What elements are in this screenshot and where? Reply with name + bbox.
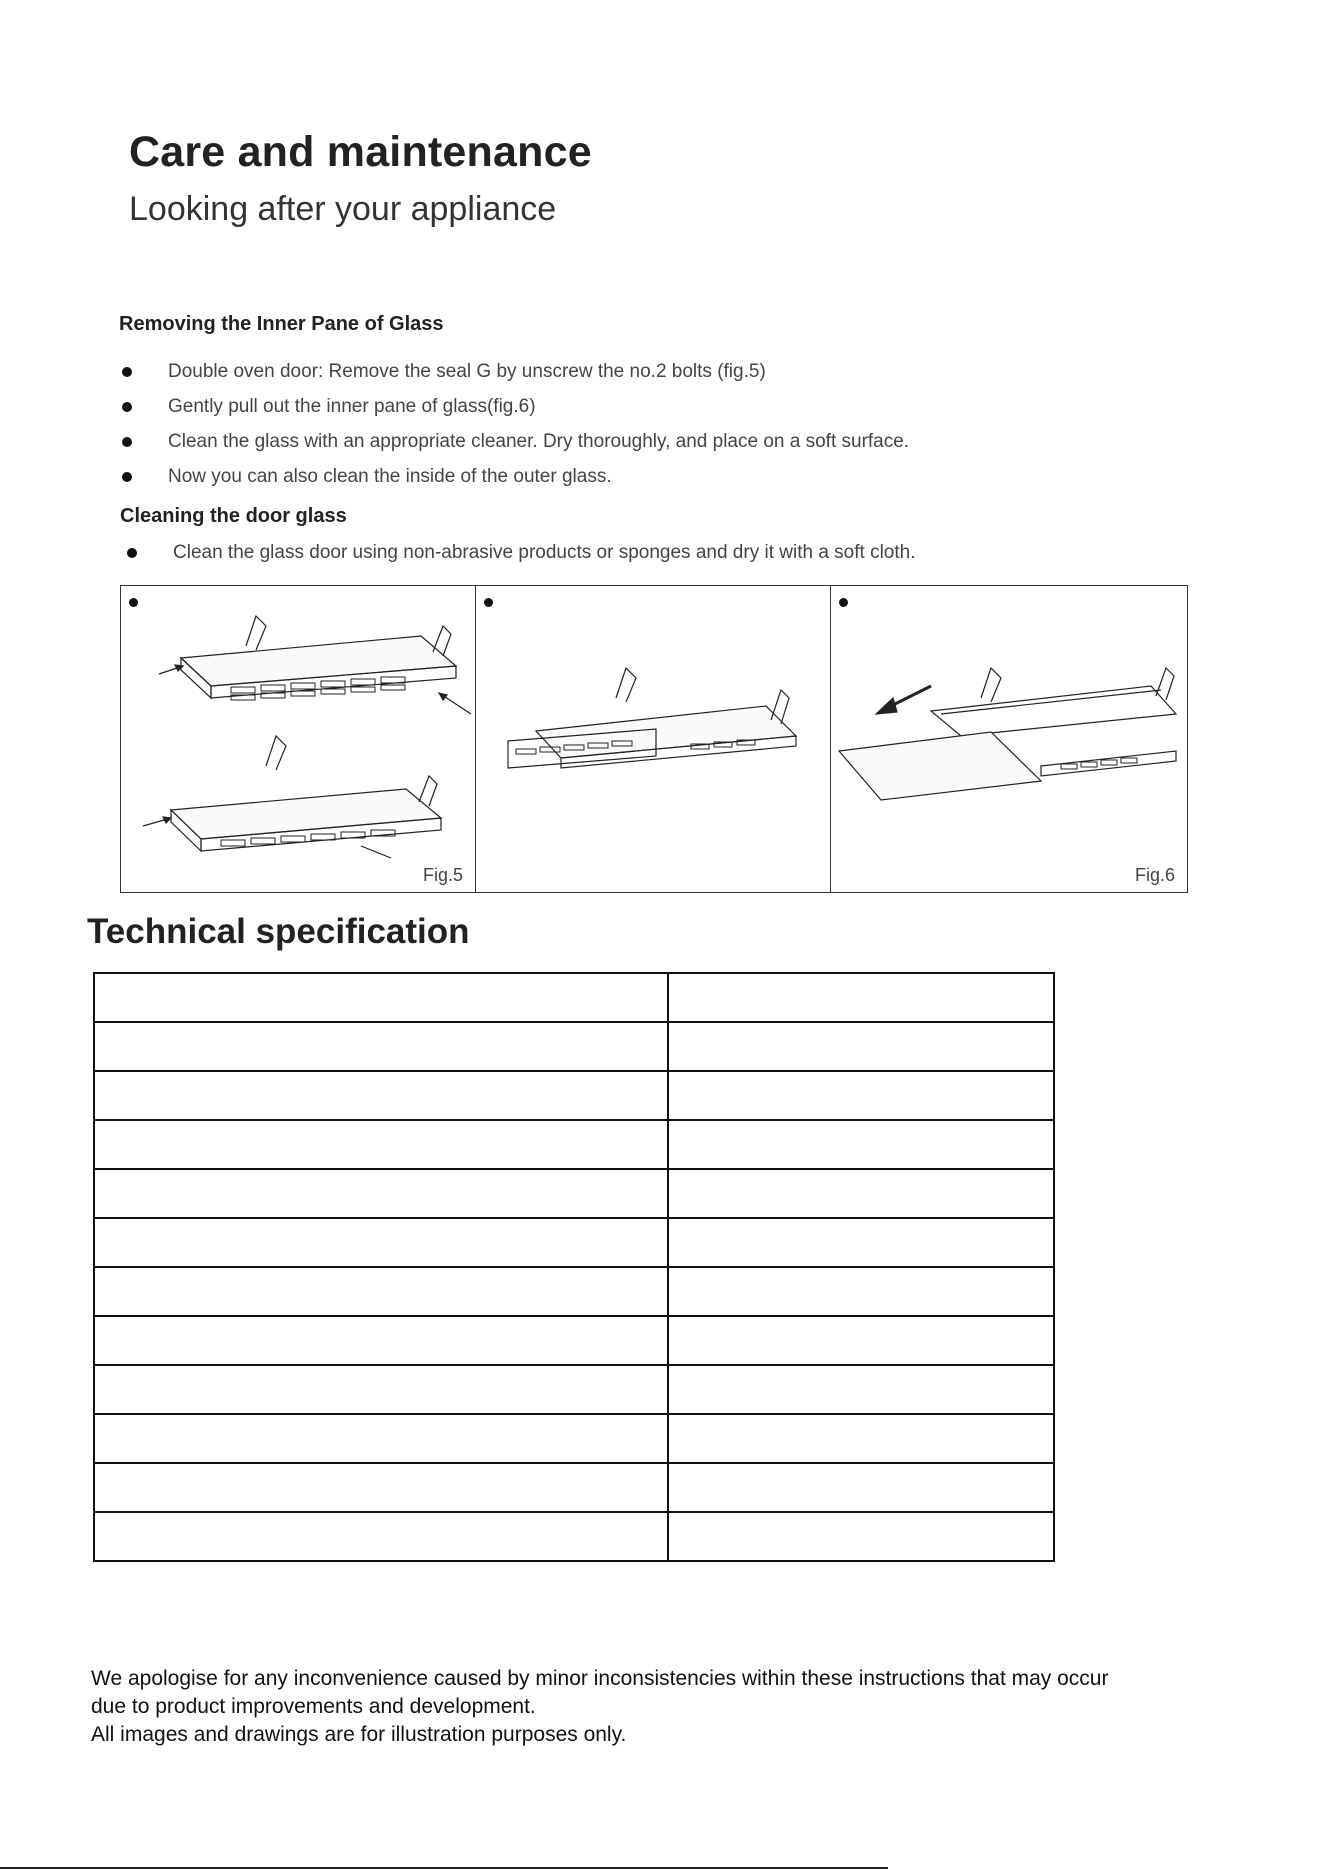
technical-specification-heading: Technical specification	[87, 912, 470, 951]
seal-removed-illustration	[476, 586, 831, 892]
list-item	[119, 354, 909, 389]
table-cell	[94, 1169, 668, 1218]
bullet-icon	[122, 402, 132, 412]
table-row	[94, 1267, 1054, 1316]
bullet-icon	[122, 437, 132, 447]
bullet-icon	[122, 367, 132, 377]
disclaimer-line: due to product improvements and development.	[91, 1695, 536, 1718]
table-cell	[668, 1267, 1054, 1316]
disclaimer-line: We apologise for any inconvenience caused by minor inconsistencies within these instructions that may occur	[91, 1667, 1109, 1690]
table-cell	[94, 1071, 668, 1120]
table-row	[94, 1022, 1054, 1071]
table-cell	[668, 1512, 1054, 1561]
table-row	[94, 1071, 1054, 1120]
table-cell	[668, 1169, 1054, 1218]
figure-panel-fig5	[121, 586, 475, 892]
table-cell	[668, 1218, 1054, 1267]
list-item-text: Double oven door: Remove the seal G by unscrew the no.2 bolts (fig.5)	[168, 361, 766, 382]
table-cell	[668, 1414, 1054, 1463]
table-row	[94, 1365, 1054, 1414]
table-row	[94, 973, 1054, 1022]
fig5-label: Fig.5	[422, 865, 463, 885]
list-item-text: Clean the glass door using non-abrasive products or sponges and dry it with a soft cloth.	[173, 542, 916, 563]
table-row	[94, 1169, 1054, 1218]
table-cell	[94, 1218, 668, 1267]
table-cell	[94, 1120, 668, 1169]
removing-glass-heading: Removing the Inner Pane of Glass	[119, 313, 444, 335]
table-cell	[94, 1414, 668, 1463]
table-row	[94, 1120, 1054, 1169]
table-cell	[668, 1071, 1054, 1120]
removing-glass-list	[119, 354, 909, 494]
table-cell	[94, 973, 668, 1022]
page-subtitle: Looking after your appliance	[129, 190, 557, 228]
page-title: Care and maintenance	[129, 128, 592, 176]
technical-specification-table	[93, 972, 1055, 1562]
list-item	[119, 389, 909, 424]
bullet-icon	[122, 472, 132, 482]
disclaimer-line: All images and drawings are for illustration purposes only.	[91, 1723, 627, 1746]
footer-divider	[0, 1867, 888, 1869]
bullet-icon	[127, 548, 137, 558]
table-cell	[94, 1463, 668, 1512]
list-item	[119, 459, 909, 494]
list-item-text: Gently pull out the inner pane of glass(fig.6)	[168, 396, 536, 417]
table-cell	[94, 1512, 668, 1561]
figure-panel-fig6	[830, 586, 1187, 892]
table-cell	[668, 973, 1054, 1022]
table-cell	[94, 1365, 668, 1414]
table-cell	[94, 1316, 668, 1365]
list-item-text: Now you can also clean the inside of the outer glass.	[168, 466, 612, 487]
table-row	[94, 1512, 1054, 1561]
glass-pane-removal-illustration	[831, 586, 1188, 892]
table-cell	[668, 1120, 1054, 1169]
table-cell	[668, 1365, 1054, 1414]
list-item	[124, 535, 915, 570]
table-row	[94, 1218, 1054, 1267]
door-seal-removal-illustration	[121, 586, 475, 892]
table-cell	[94, 1022, 668, 1071]
figure-box	[120, 585, 1188, 893]
table-row	[94, 1414, 1054, 1463]
table-row	[94, 1316, 1054, 1365]
list-item	[119, 424, 909, 459]
fig6-label: Fig.6	[1134, 865, 1175, 885]
figure-panel-seal-removed	[475, 586, 830, 892]
table-cell	[668, 1463, 1054, 1512]
list-item-text: Clean the glass with an appropriate cleaner. Dry thoroughly, and place on a soft surface.	[168, 431, 910, 452]
cleaning-glass-heading: Cleaning the door glass	[120, 505, 347, 527]
table-cell	[668, 1316, 1054, 1365]
table-cell	[668, 1022, 1054, 1071]
table-row	[94, 1463, 1054, 1512]
table-cell	[94, 1267, 668, 1316]
disclaimer	[91, 1665, 1231, 1749]
cleaning-glass-list	[124, 535, 915, 570]
